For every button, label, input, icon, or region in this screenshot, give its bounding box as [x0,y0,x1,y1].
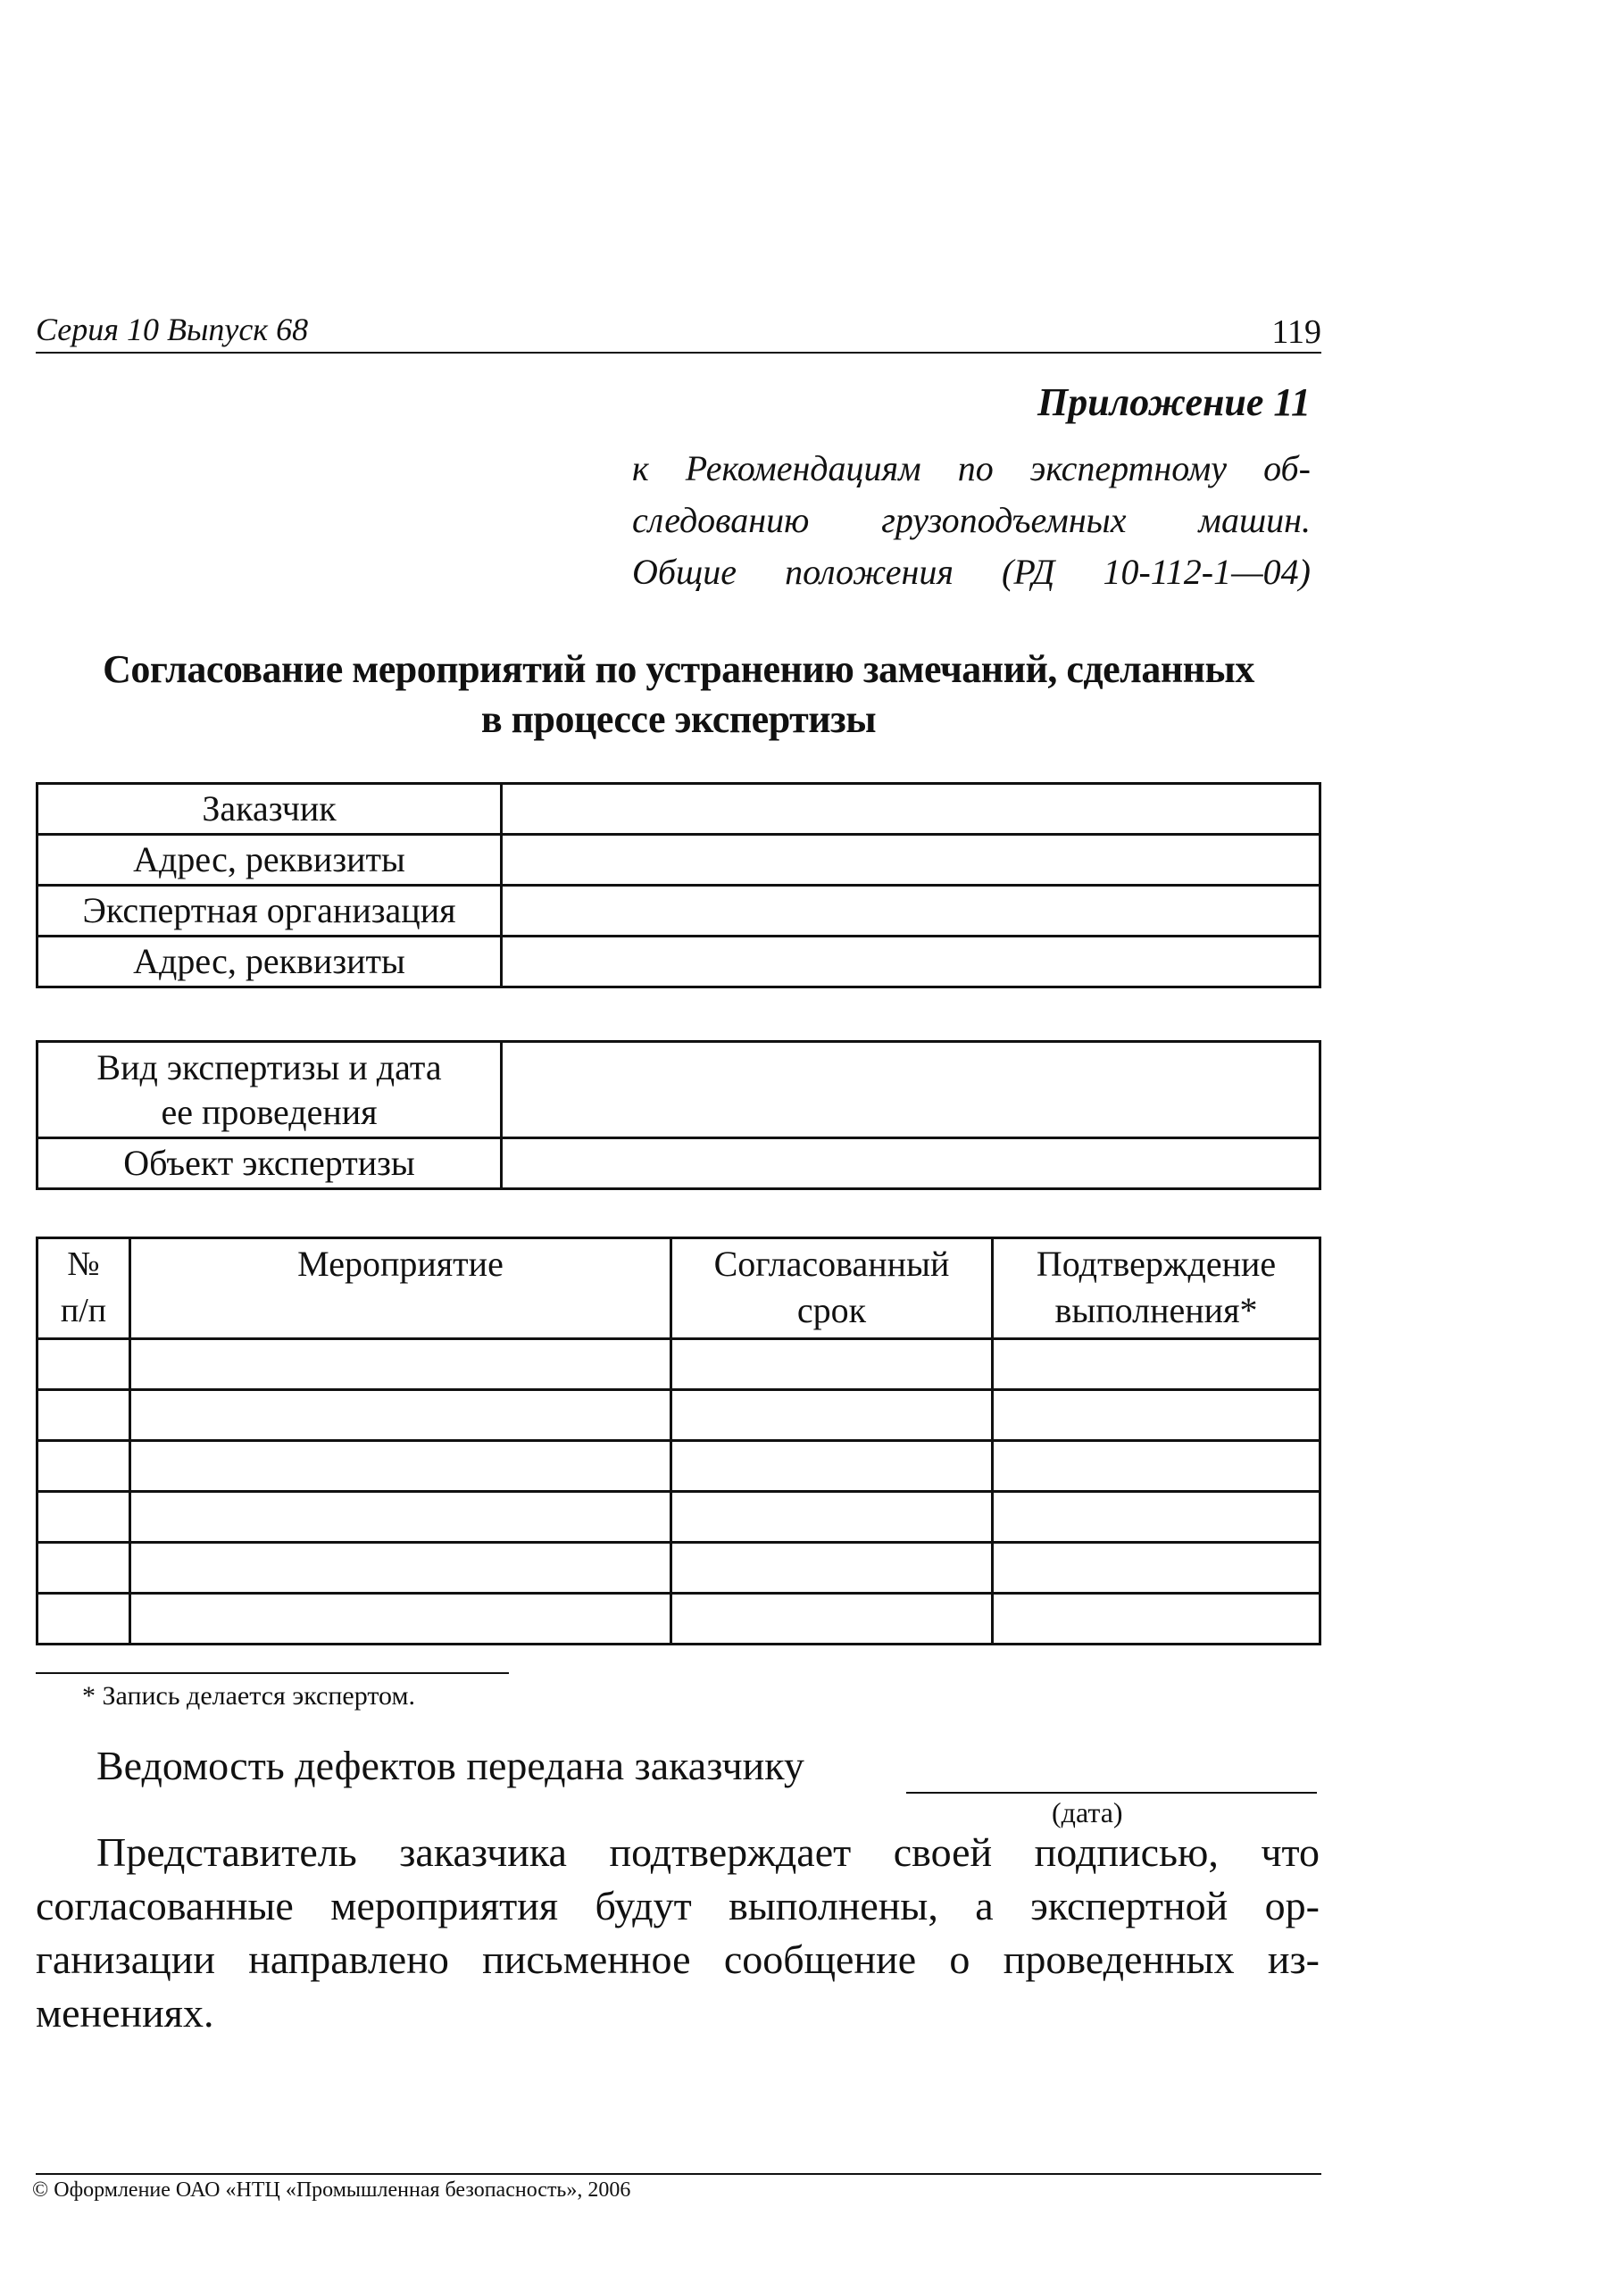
header-line: п/п [60,1292,107,1329]
table-row [37,1042,1320,1138]
appendix-label: Приложение 11 [1037,380,1311,424]
customer-value[interactable] [502,784,1320,835]
header-agreed-term [671,1238,993,1339]
table-cell[interactable] [37,1492,130,1543]
table-cell[interactable] [37,1441,130,1492]
page-number: 119 [1271,313,1321,351]
paragraph-line: менениях. [36,1990,214,2036]
date-blank-field[interactable] [906,1792,1317,1794]
reference-line: к Рекомендациям по экспертному об- [632,448,1311,488]
table-row [37,1390,1320,1441]
bottom-rule [36,2173,1321,2175]
expertise-object-label: Объект экспертизы [37,1138,502,1189]
expertise-type-value[interactable] [502,1042,1320,1138]
customer-address-value[interactable] [502,835,1320,886]
table-cell[interactable] [37,1543,130,1594]
expert-org-label: Экспертная организация [37,886,502,937]
table-cell[interactable] [993,1594,1320,1645]
running-head [36,311,1321,354]
table-row [37,886,1320,937]
title-line: Согласование мероприятий по устранению замечаний, сделанных [103,647,1254,691]
expertise-table [36,1040,1321,1190]
header-number [37,1238,130,1339]
table-cell[interactable] [130,1441,671,1492]
table-row [37,937,1320,987]
table-cell[interactable] [37,1390,130,1441]
expert-org-address-value[interactable] [502,937,1320,987]
table-cell[interactable] [671,1492,993,1543]
table-row [37,784,1320,835]
measures-table [36,1237,1321,1645]
series-label: Серия 10 Выпуск 68 [36,312,309,347]
header-line: выполнения* [1054,1290,1258,1330]
table-cell[interactable] [671,1390,993,1441]
table-row [37,835,1320,886]
table-cell[interactable] [130,1543,671,1594]
table-cell[interactable] [671,1339,993,1390]
table-row [37,1492,1320,1543]
label-line: Вид экспертизы и дата [96,1046,442,1087]
table-cell[interactable] [37,1594,130,1645]
header-line: Подтверждение [1036,1244,1277,1284]
table-cell[interactable] [671,1543,993,1594]
table-cell[interactable] [671,1441,993,1492]
table-row [37,1138,1320,1189]
expert-org-address-label: Адрес, реквизиты [37,937,502,987]
expertise-type-label [37,1042,502,1138]
footnote-rule [36,1672,509,1674]
table-cell[interactable] [37,1339,130,1390]
date-caption: (дата) [1052,1796,1123,1828]
header-line: Согласованный [713,1244,950,1284]
copyright-notice: © Оформление ОАО «НТЦ «Промышленная безопасность», 2006 [32,2178,631,2202]
paragraph-line: ганизации направлено письменное сообщение о проведенных из- [36,1936,1320,1982]
customer-table [36,782,1321,988]
table-cell[interactable] [671,1594,993,1645]
table-cell[interactable] [130,1492,671,1543]
label-line: ее проведения [161,1091,378,1132]
expertise-object-value[interactable] [502,1138,1320,1189]
customer-label: Заказчик [37,784,502,835]
confirmation-paragraph [36,1826,1320,2040]
table-cell[interactable] [130,1390,671,1441]
table-cell[interactable] [993,1441,1320,1492]
table-cell[interactable] [993,1543,1320,1594]
table-row [37,1594,1320,1645]
table-cell[interactable] [993,1339,1320,1390]
table-row [37,1441,1320,1492]
footnote: * Запись делается экспертом. [82,1681,415,1711]
appendix-reference [632,443,1311,598]
header-confirmation [993,1238,1320,1339]
table-cell[interactable] [130,1339,671,1390]
table-cell[interactable] [130,1594,671,1645]
header-line: срок [796,1290,867,1330]
customer-address-label: Адрес, реквизиты [37,835,502,886]
table-header-row [37,1238,1320,1339]
document-title [36,645,1321,745]
expert-org-value[interactable] [502,886,1320,937]
paragraph-line: согласованные мероприятия будут выполнены, а экспертной ор- [36,1883,1320,1928]
title-line: в процессе экспертизы [480,697,877,741]
table-row [37,1339,1320,1390]
paragraph-line: Представитель заказчика подтверждает своей подписью, что [96,1829,1320,1875]
table-row [37,1543,1320,1594]
handover-text: Ведомость дефектов передана заказчику [96,1743,804,1788]
header-measure [130,1238,671,1339]
reference-line: Общие положения (РД 10-112-1—04) [632,552,1311,592]
table-cell[interactable] [993,1492,1320,1543]
table-cell[interactable] [993,1390,1320,1441]
header-line: Мероприятие [297,1244,504,1284]
reference-line: следованию грузоподъемных машин. [632,500,1311,540]
header-line: № [67,1245,100,1283]
